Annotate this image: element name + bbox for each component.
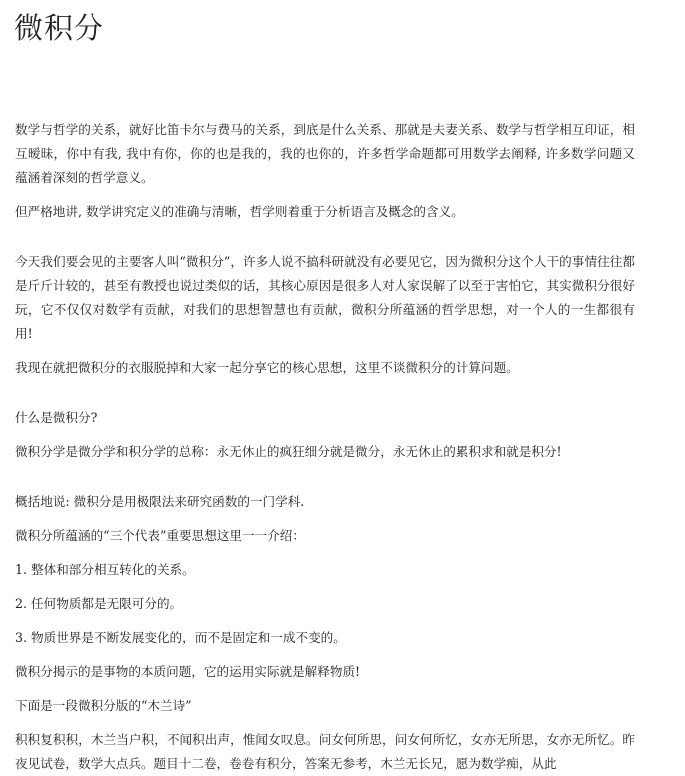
list-item: 1. 整体和部分相互转化的关系。 xyxy=(15,562,195,577)
section-question: 什么是微积分? xyxy=(15,410,98,425)
list-item: 2. 任何物质都是无限可分的。 xyxy=(15,596,183,611)
article-body xyxy=(15,118,635,776)
paragraph: 概括地说: 微积分是用极限法来研究函数的一门学科. xyxy=(15,494,305,509)
paragraph: 下面是一段微积分版的“木兰诗” xyxy=(15,698,192,713)
paragraph: 微积分揭示的是事物的本质问题，它的运用实际就是解释物质! xyxy=(15,664,361,679)
paragraph: 微积分所蕴涵的“三个代表”重要思想这里一一介绍： xyxy=(15,528,305,543)
paragraph: 微积分学是微分学和积分学的总称：永无休止的疯狂细分就是微分，永无休止的累积求和就是积分! xyxy=(15,444,562,459)
paragraph: 今天我们要会见的主要客人叫“微积分”，许多人说不搞科研就没有必要见它，因为微积分这个人干的事情往往都是斤斤计较的，甚至有教授也说过类似的话，其核心原因是很多人对人家误解了以至于害怕它，其实微积分很好玩，它不仅仅对数学有贡献，对我们的思想智慧也有贡献，微积分所蕴涵的哲学思想，对一个人的一生都很有用! xyxy=(15,254,635,341)
paragraph: 但严格地讲, 数学讲究定义的准确与清晰，哲学则着重于分析语言及概念的含义。 xyxy=(15,204,464,219)
paragraph: 我现在就把微积分的衣服脱掉和大家一起分享它的核心思想，这里不谈微积分的计算问题。 xyxy=(15,360,519,375)
poem-paragraph: 积积复积积，木兰当户积，不闻积出声，惟闻女叹息。问女何所思，问女何所忆，女亦无所思，女亦无所忆。昨夜见试卷，数学大点兵。题目十二卷，卷卷有积分，答案无参考，木兰无长兄，愿为数学痴，从此 xyxy=(15,732,635,771)
list-item: 3. 物质世界是不断发展变化的，而不是固定和一成不变的。 xyxy=(15,630,346,645)
paragraph: 数学与哲学的关系，就好比笛卡尔与费马的关系，到底是什么关系、那就是夫妻关系、数学与哲学相互印证，相互暧昧，你中有我, 我中有你，你的也是我的，我的也你的，许多哲学命题都可用数学去阐释, 许多数学问题又蕴涵着深刻的哲学意义。 xyxy=(15,122,635,185)
page-title: 微积分 xyxy=(14,11,105,45)
